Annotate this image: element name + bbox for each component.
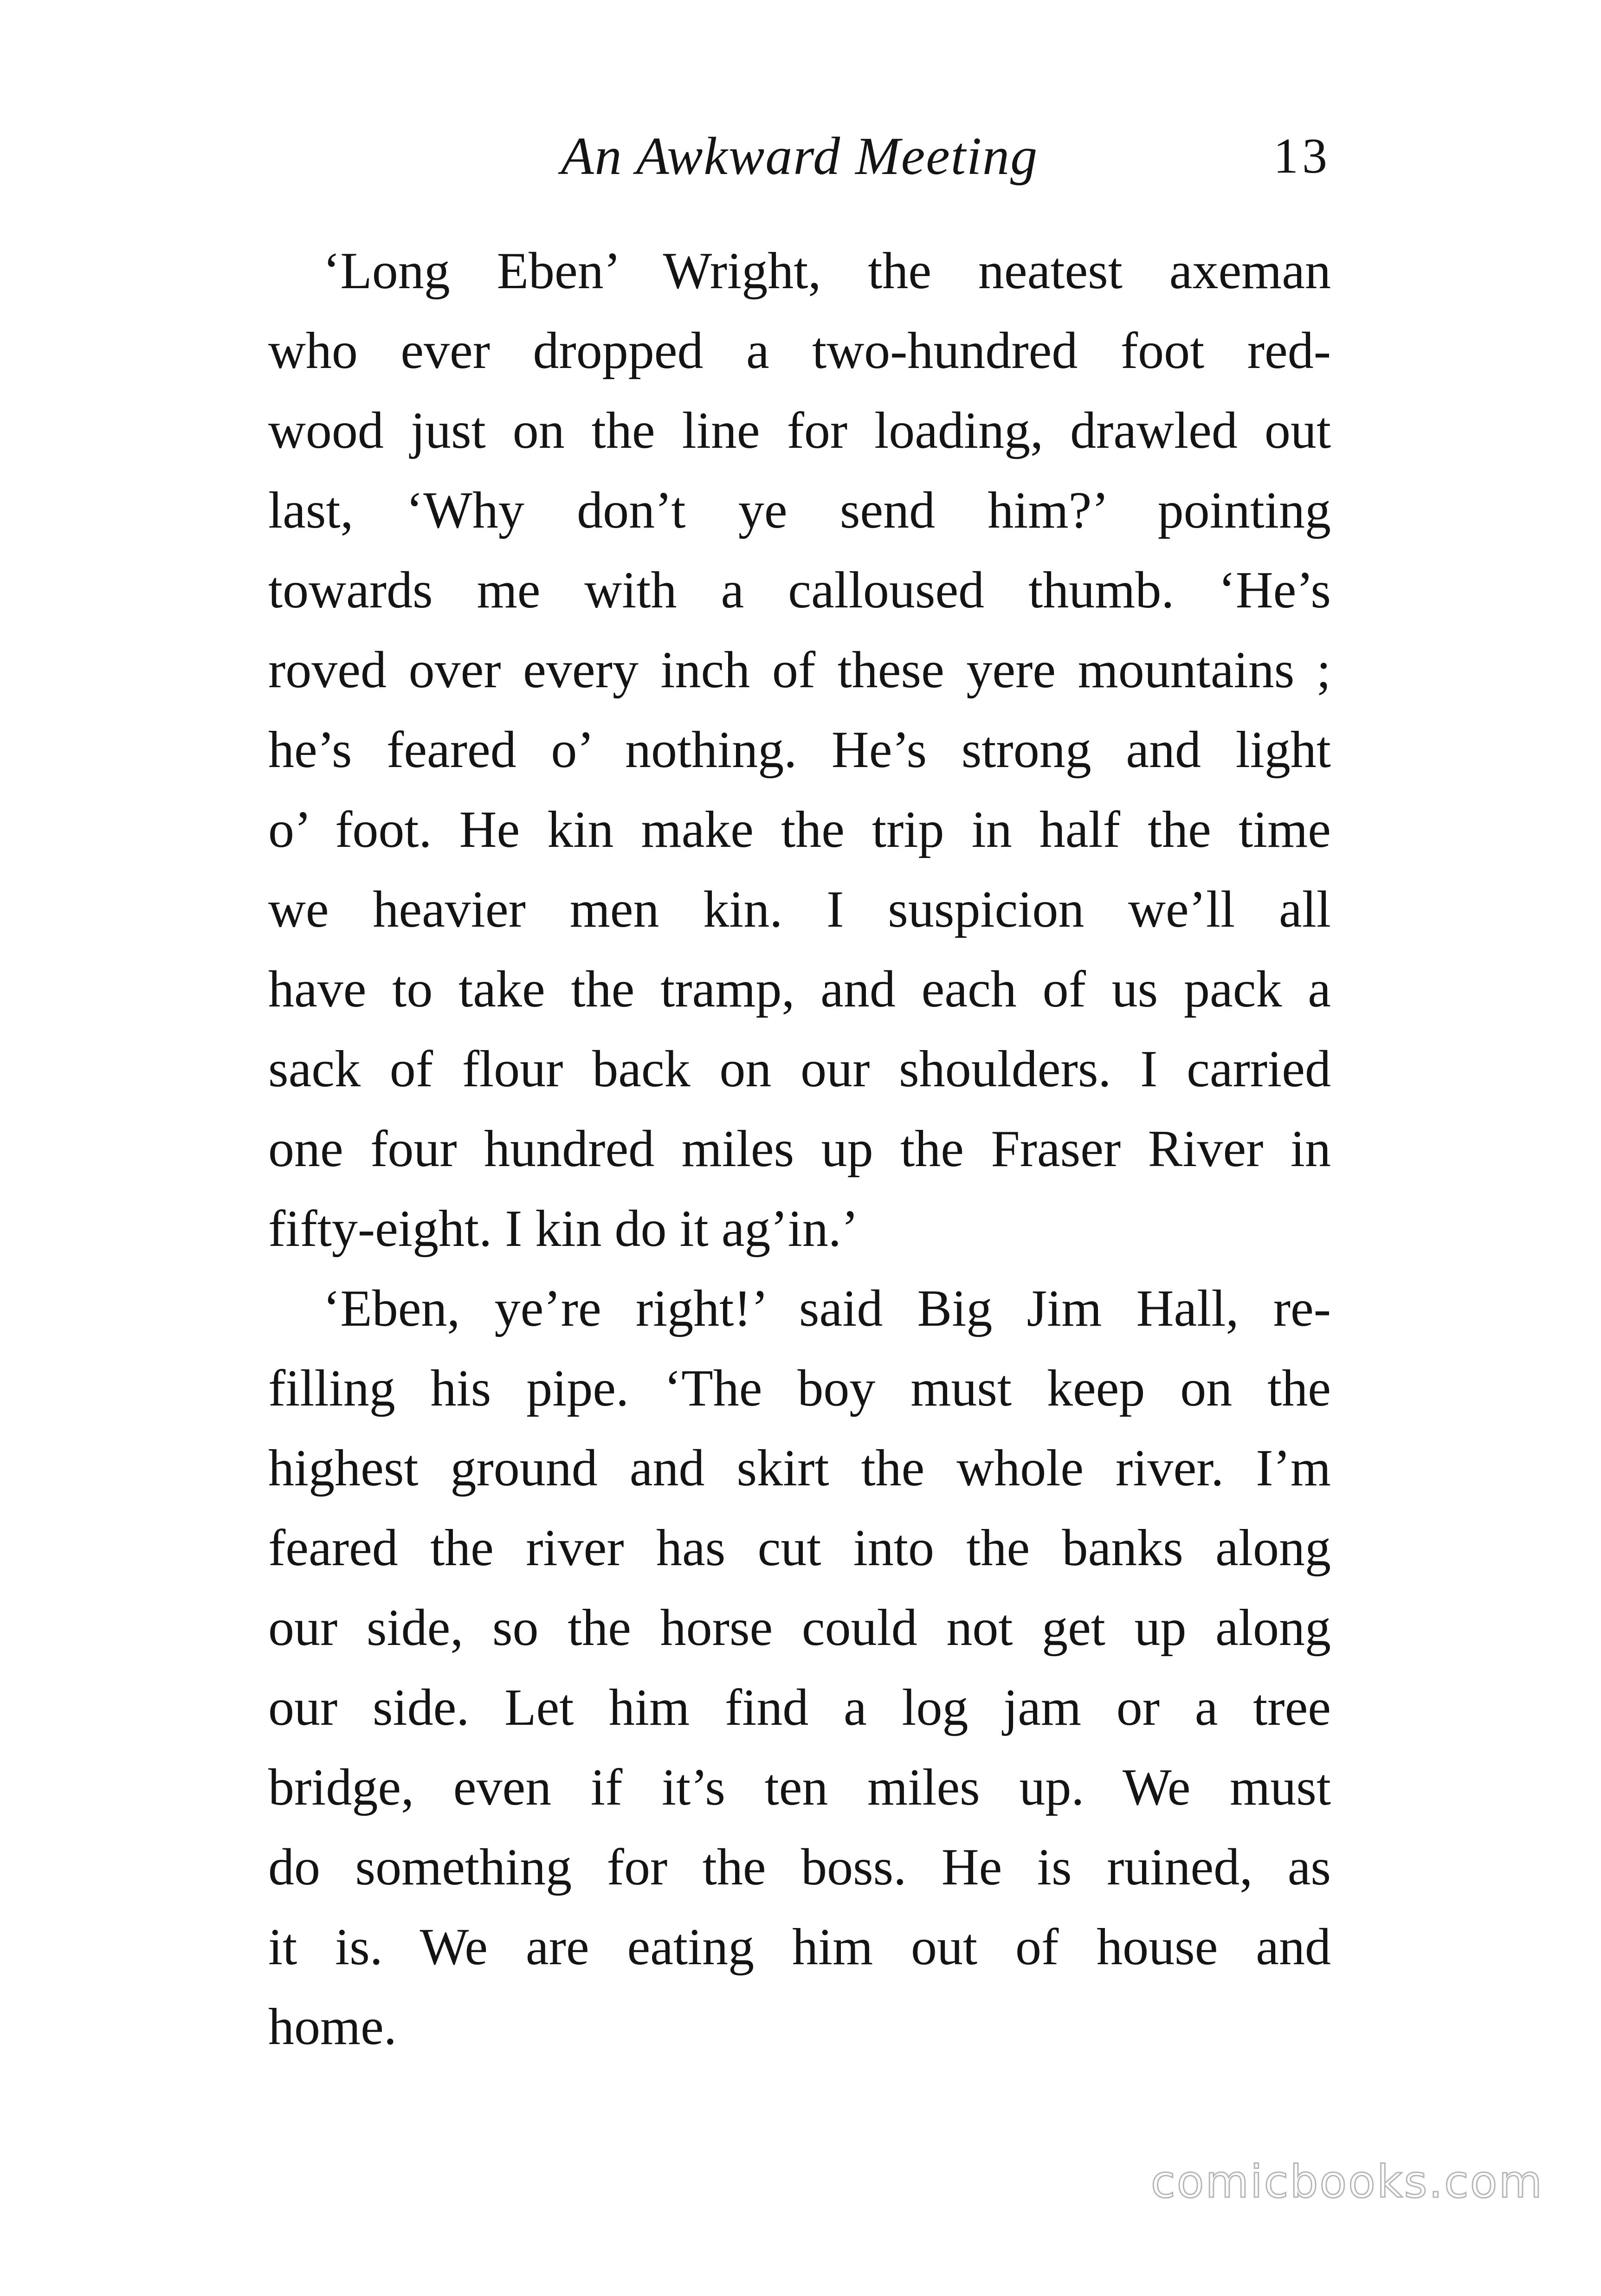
text-line: sack of flour back on our shoulders. I carried (268, 1040, 1331, 1098)
body-text (268, 231, 1331, 2067)
text-line: do something for the boss. He is ruined, as (268, 1838, 1331, 1896)
text-line: roved over every inch of these yere mountains ; (268, 641, 1331, 699)
text-line: last, ‘Why don’t ye send him?’ pointing (268, 482, 1331, 539)
text-line: ‘Long Eben’ Wright, the neatest axeman (323, 242, 1331, 300)
text-line: who ever dropped a two-hundred foot red- (268, 322, 1331, 380)
text-line: home. (268, 1998, 397, 2056)
running-head (268, 122, 1331, 191)
text-line: we heavier men kin. I suspicion we’ll all (268, 881, 1331, 938)
text-line: our side. Let him find a log jam or a tree (268, 1679, 1331, 1736)
text-line: o’ foot. He kin make the trip in half the time (268, 801, 1331, 858)
text-line: it is. We are eating him out of house and (268, 1918, 1331, 1976)
page-number: 13 (1273, 129, 1331, 184)
text-line: bridge, even if it’s ten miles up. We must (268, 1759, 1331, 1816)
text-line: he’s feared o’ nothing. He’s strong and light (268, 721, 1331, 779)
text-line: our side, so the horse could not get up along (268, 1599, 1331, 1657)
text-line: have to take the tramp, and each of us pack a (268, 961, 1331, 1018)
text-line: fifty-eight. I kin do it ag’in.’ (268, 1200, 859, 1258)
text-line: highest ground and skirt the whole river. I’m (268, 1439, 1331, 1497)
watermark: comicbooks.com (1150, 2156, 1543, 2208)
text-line: feared the river has cut into the banks along (268, 1519, 1331, 1577)
text-line: filling his pipe. ‘The boy must keep on the (268, 1360, 1331, 1417)
text-line: ‘Eben, ye’re right!’ said Big Jim Hall, re- (323, 1280, 1331, 1337)
running-title: An Awkward Meeting (561, 127, 1039, 186)
text-line: wood just on the line for loading, drawled out (268, 402, 1331, 459)
text-line: towards me with a calloused thumb. ‘He’s (268, 561, 1331, 619)
text-line: one four hundred miles up the Fraser River in (268, 1120, 1331, 1178)
